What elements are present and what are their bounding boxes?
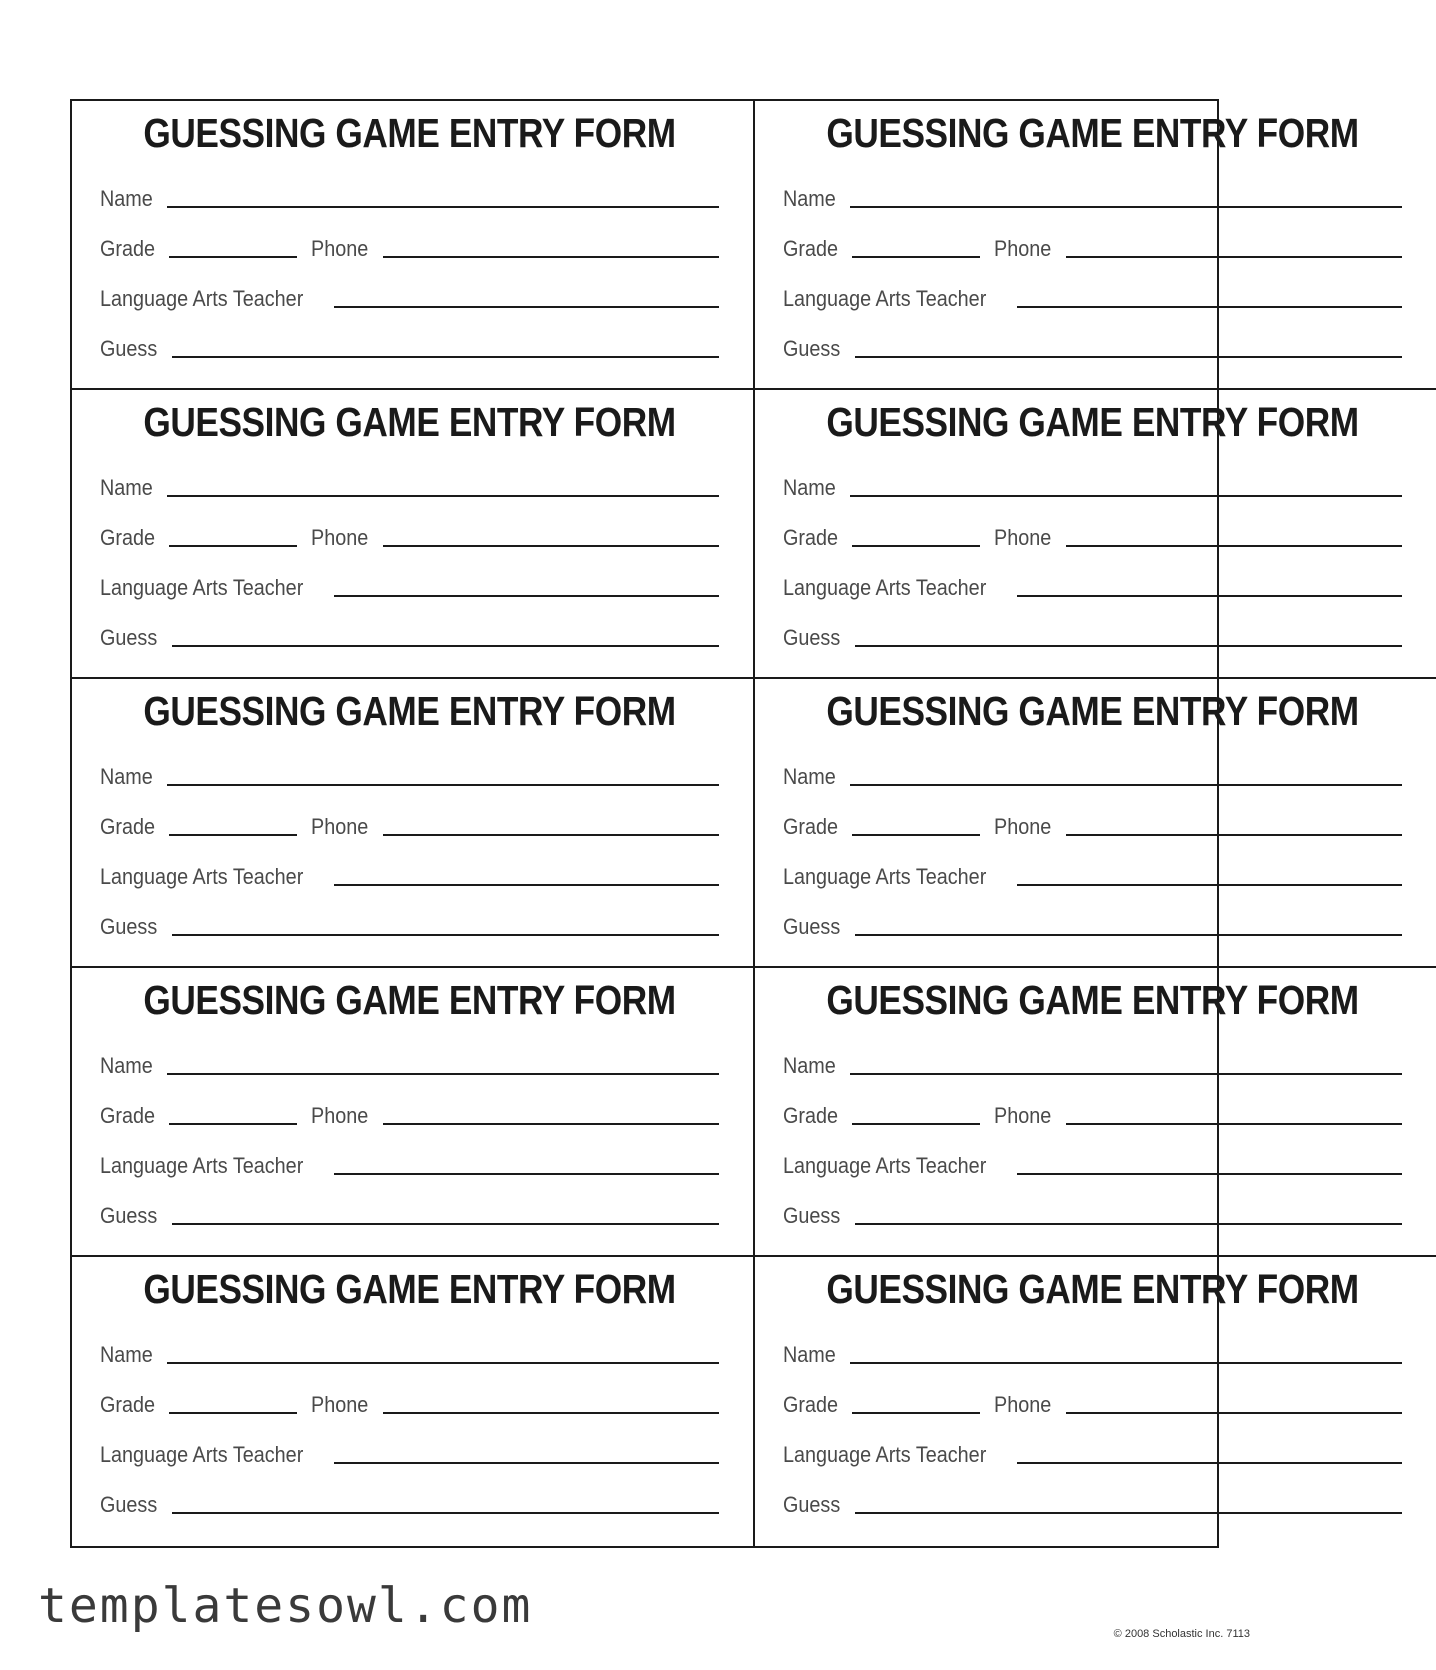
guess-label: Guess [100, 1203, 158, 1228]
grade-label: Grade [783, 1392, 839, 1417]
name-row [783, 469, 1402, 499]
phone-label: Phone [994, 1103, 1052, 1128]
name-label: Name [100, 475, 153, 500]
phone-label: Phone [994, 814, 1052, 839]
grade-label: Grade [783, 1103, 839, 1128]
teacher-label: Language Arts Teacher [783, 1442, 987, 1467]
entry-form-card [755, 679, 1436, 968]
name-field[interactable] [850, 495, 1402, 497]
guess-row [100, 908, 719, 938]
teacher-label: Language Arts Teacher [783, 1153, 987, 1178]
entry-form-card [755, 101, 1436, 390]
teacher-row [100, 569, 719, 599]
teacher-row [100, 1147, 719, 1177]
teacher-field[interactable] [334, 884, 719, 886]
entry-form-card [72, 679, 755, 968]
teacher-label: Language Arts Teacher [100, 1442, 304, 1467]
phone-label: Phone [311, 1103, 369, 1128]
guess-field[interactable] [855, 934, 1402, 936]
grade-label: Grade [783, 525, 839, 550]
guess-label: Guess [783, 1203, 841, 1228]
name-row [100, 758, 719, 788]
name-row [783, 1336, 1402, 1366]
teacher-field[interactable] [334, 1173, 719, 1175]
phone-field[interactable] [1066, 545, 1402, 547]
teacher-field[interactable] [334, 595, 719, 597]
entry-form-card [72, 1257, 755, 1546]
name-label: Name [783, 1053, 836, 1078]
grade-phone-row [100, 230, 719, 260]
teacher-row [100, 280, 719, 310]
guess-label: Guess [783, 914, 841, 939]
guess-row [783, 330, 1402, 360]
name-label: Name [100, 1342, 153, 1367]
teacher-row [783, 569, 1402, 599]
grade-phone-row [783, 1386, 1402, 1416]
phone-label: Phone [311, 1392, 369, 1417]
name-label: Name [100, 186, 153, 211]
name-field[interactable] [850, 206, 1402, 208]
form-title: GUESSING GAME ENTRY FORM [826, 977, 1359, 1023]
grade-label: Grade [783, 236, 839, 261]
form-title: GUESSING GAME ENTRY FORM [826, 1266, 1359, 1312]
name-field[interactable] [167, 784, 719, 786]
grade-phone-row [783, 808, 1402, 838]
grade-field[interactable] [852, 256, 980, 258]
name-label: Name [100, 1053, 153, 1078]
teacher-row [783, 1436, 1402, 1466]
guess-field[interactable] [172, 645, 719, 647]
entry-form-card [755, 968, 1436, 1257]
form-title: GUESSING GAME ENTRY FORM [143, 688, 676, 734]
phone-label: Phone [994, 236, 1052, 261]
guess-field[interactable] [172, 356, 719, 358]
form-title: GUESSING GAME ENTRY FORM [143, 1266, 676, 1312]
grade-phone-row [100, 1386, 719, 1416]
phone-label: Phone [311, 814, 369, 839]
guess-label: Guess [100, 914, 158, 939]
form-title: GUESSING GAME ENTRY FORM [143, 977, 676, 1023]
guess-field[interactable] [172, 1223, 719, 1225]
teacher-field[interactable] [334, 1462, 719, 1464]
guess-label: Guess [783, 336, 841, 361]
guess-label: Guess [100, 625, 158, 650]
form-title: GUESSING GAME ENTRY FORM [143, 110, 676, 156]
copyright-notice: © 2008 Scholastic Inc. 7113 [1113, 1628, 1250, 1640]
guess-row [783, 1486, 1402, 1516]
name-field[interactable] [167, 495, 719, 497]
name-field[interactable] [850, 1362, 1402, 1364]
guess-field[interactable] [855, 1512, 1402, 1514]
teacher-row [100, 1436, 719, 1466]
phone-label: Phone [994, 1392, 1052, 1417]
teacher-label: Language Arts Teacher [783, 286, 987, 311]
name-field[interactable] [850, 784, 1402, 786]
guess-field[interactable] [855, 1223, 1402, 1225]
form-title: GUESSING GAME ENTRY FORM [826, 110, 1359, 156]
teacher-label: Language Arts Teacher [783, 575, 987, 600]
phone-field[interactable] [383, 256, 719, 258]
phone-label: Phone [311, 236, 369, 261]
grade-field[interactable] [169, 545, 297, 547]
name-label: Name [783, 1342, 836, 1367]
grade-label: Grade [100, 236, 156, 261]
guess-row [100, 619, 719, 649]
entry-form-card [72, 968, 755, 1257]
name-label: Name [783, 764, 836, 789]
teacher-field[interactable] [334, 306, 719, 308]
name-row [783, 180, 1402, 210]
entry-form-sheet [70, 99, 1359, 1548]
grade-field[interactable] [852, 1123, 980, 1125]
grade-phone-row [783, 1097, 1402, 1127]
name-field[interactable] [167, 1073, 719, 1075]
guess-field[interactable] [172, 934, 719, 936]
phone-field[interactable] [383, 545, 719, 547]
form-title: GUESSING GAME ENTRY FORM [826, 688, 1359, 734]
teacher-label: Language Arts Teacher [100, 1153, 304, 1178]
guess-label: Guess [783, 625, 841, 650]
teacher-field[interactable] [1017, 306, 1402, 308]
teacher-label: Language Arts Teacher [783, 864, 987, 889]
grade-field[interactable] [169, 256, 297, 258]
name-row [100, 180, 719, 210]
phone-field[interactable] [1066, 834, 1402, 836]
name-row [783, 758, 1402, 788]
form-title: GUESSING GAME ENTRY FORM [143, 399, 676, 445]
phone-field[interactable] [1066, 256, 1402, 258]
phone-label: Phone [994, 525, 1052, 550]
teacher-label: Language Arts Teacher [100, 286, 304, 311]
guess-row [100, 1197, 719, 1227]
grade-field[interactable] [169, 1123, 297, 1125]
form-title: GUESSING GAME ENTRY FORM [826, 399, 1359, 445]
grade-label: Grade [100, 1103, 156, 1128]
name-row [100, 469, 719, 499]
teacher-field[interactable] [1017, 884, 1402, 886]
guess-row [783, 1197, 1402, 1227]
name-row [100, 1336, 719, 1366]
grade-field[interactable] [169, 834, 297, 836]
name-row [100, 1047, 719, 1077]
teacher-row [783, 280, 1402, 310]
teacher-field[interactable] [1017, 1173, 1402, 1175]
entry-form-card [72, 390, 755, 679]
guess-field[interactable] [855, 645, 1402, 647]
grade-phone-row [783, 230, 1402, 260]
name-label: Name [100, 764, 153, 789]
guess-label: Guess [783, 1492, 841, 1517]
grade-label: Grade [100, 1392, 156, 1417]
teacher-row [100, 858, 719, 888]
entry-form-card [755, 390, 1436, 679]
grade-phone-row [100, 519, 719, 549]
phone-field[interactable] [383, 834, 719, 836]
grade-field[interactable] [852, 1412, 980, 1414]
guess-label: Guess [100, 336, 158, 361]
grade-field[interactable] [169, 1412, 297, 1414]
phone-field[interactable] [1066, 1412, 1402, 1414]
name-label: Name [783, 186, 836, 211]
name-row [783, 1047, 1402, 1077]
teacher-field[interactable] [1017, 595, 1402, 597]
guess-label: Guess [100, 1492, 158, 1517]
phone-field[interactable] [383, 1123, 719, 1125]
name-label: Name [783, 475, 836, 500]
grade-label: Grade [783, 814, 839, 839]
grade-label: Grade [100, 814, 156, 839]
name-field[interactable] [167, 206, 719, 208]
grade-label: Grade [100, 525, 156, 550]
guess-row [783, 908, 1402, 938]
guess-field[interactable] [172, 1512, 719, 1514]
grade-phone-row [100, 808, 719, 838]
entry-form-card [72, 101, 755, 390]
watermark-text: templatesowl.com [38, 1578, 533, 1634]
grade-phone-row [100, 1097, 719, 1127]
teacher-label: Language Arts Teacher [100, 575, 304, 600]
grade-field[interactable] [852, 545, 980, 547]
teacher-field[interactable] [1017, 1462, 1402, 1464]
guess-row [100, 1486, 719, 1516]
teacher-label: Language Arts Teacher [100, 864, 304, 889]
grade-phone-row [783, 519, 1402, 549]
entry-form-card [755, 1257, 1436, 1546]
name-field[interactable] [167, 1362, 719, 1364]
guess-row [100, 330, 719, 360]
phone-field[interactable] [383, 1412, 719, 1414]
teacher-row [783, 858, 1402, 888]
phone-label: Phone [311, 525, 369, 550]
name-field[interactable] [850, 1073, 1402, 1075]
guess-field[interactable] [855, 356, 1402, 358]
teacher-row [783, 1147, 1402, 1177]
guess-row [783, 619, 1402, 649]
grade-field[interactable] [852, 834, 980, 836]
phone-field[interactable] [1066, 1123, 1402, 1125]
